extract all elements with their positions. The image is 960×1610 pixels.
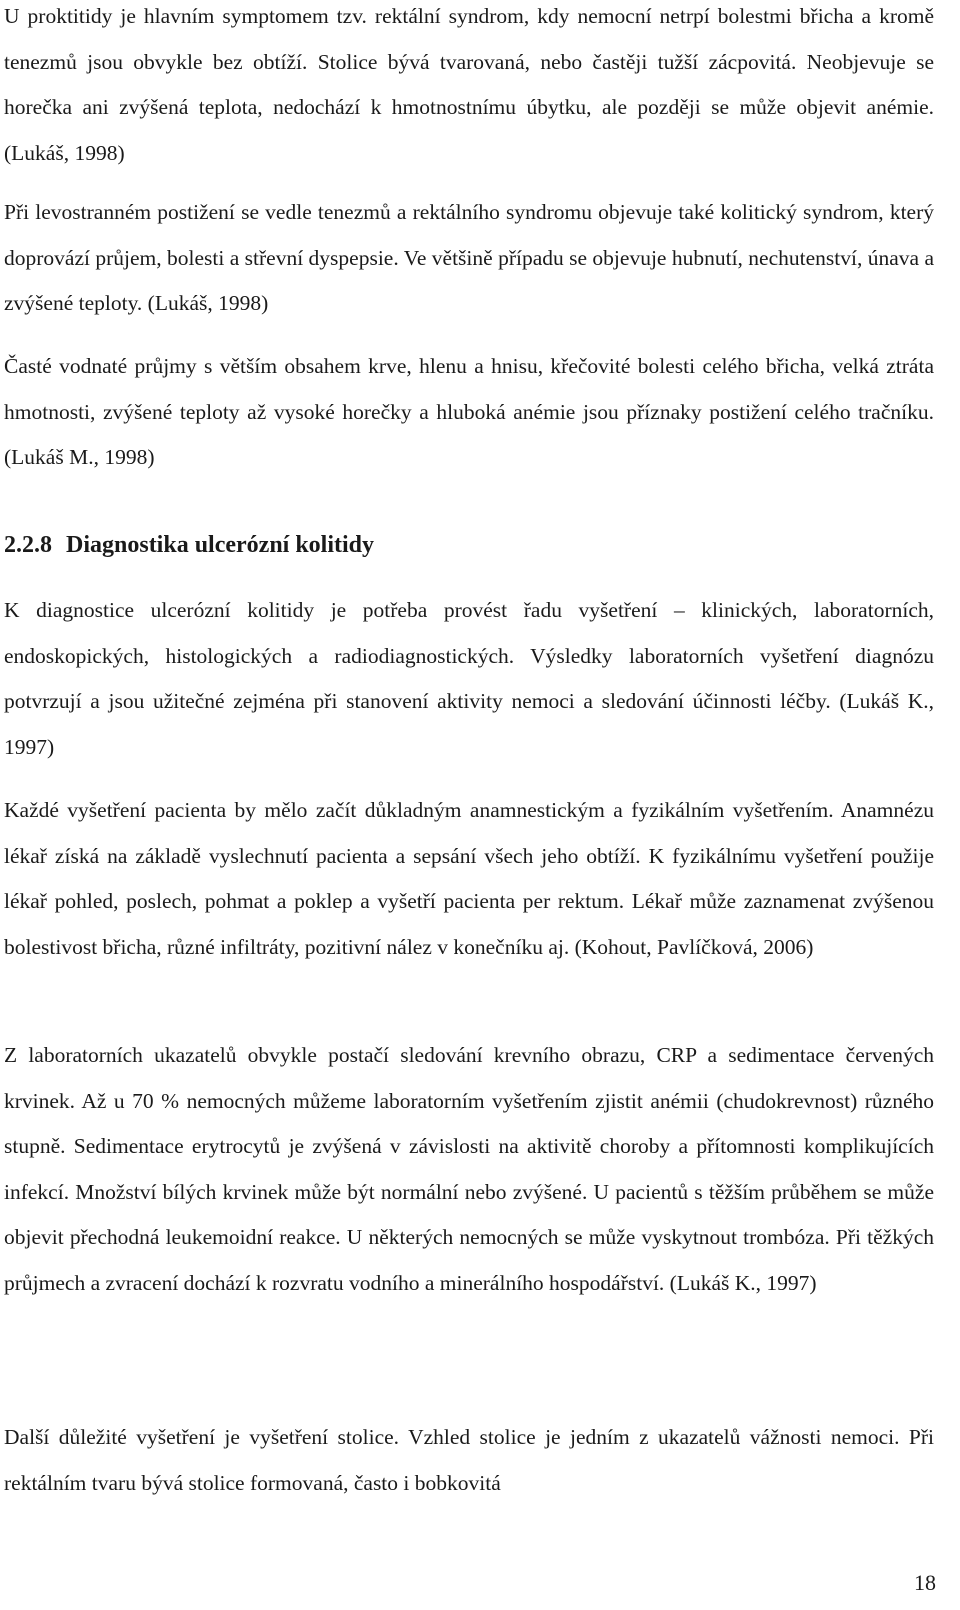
paragraph-pancolitis: Časté vodnaté průjmy s větším obsahem krve, hlenu a hnisu, křečovité bolesti celého břicha, velká ztráta hmotnosti, zvýšené teploty až vysoké horečky a hluboká anémie jsou příznaky postižení celého tračníku. (Lukáš M., 1998) [4, 354, 934, 469]
paragraph-proctitis: U proktitidy je hlavním symptomem tzv. rektální syndrom, kdy nemocní netrpí bolestmi břicha a kromě tenezmů jsou obvykle bez obtíží. Stolice bývá tvarovaná, nebo častěji tužší zácpovitá. Neobjevuje se horečka ani zvýšená teplota, nedochází k hmotnostnímu úbytku, ale později se může objevit anémie. (Lukáš, 1998) [4, 4, 934, 165]
paragraph-lab-markers: Z laboratorních ukazatelů obvykle postačí sledování krevního obrazu, CRP a sedimentace červených krvinek. Až u 70 % nemocných můžeme laboratorním vyšetřením zjistit anémii (chudokrevnost) různého stupně. Sedimentace erytrocytů je zvýšená v závislosti na aktivitě choroby a přítomnosti komplikujících infekcí. Množství bílých krvinek může být normální nebo zvýšené. U pacientů s těžším průběhem se může objevit přechodná leukemoidní reakce. U některých nemocných se může vyskytnout trombóza. Při těžkých průjmech a zvracení dochází k rozvratu vodního a minerálního hospodářství. (Lukáš K., 1997) [4, 1043, 934, 1295]
section-title: Diagnostika ulcerózní kolitidy [66, 532, 375, 558]
section-number: 2.2.8 [4, 532, 52, 558]
section-heading [4, 522, 934, 568]
paragraph-physical-exam: Každé vyšetření pacienta by mělo začít důkladným anamnestickým a fyzikálním vyšetřením. Anamnézu lékař získá na základě vyslechnutí pacienta a sepsání všech jeho obtíží. K fyzikálnímu vyšetření použije lékař pohled, poslech, pohmat a poklep a vyšetří pacienta per rektum. Lékař může zaznamenat zvýšenou bolestivost břicha, různé infiltráty, pozitivní nález v konečníku aj. (Kohout, Pavlíčková, 2006) [4, 798, 934, 959]
paragraph-diagnostics-intro: K diagnostice ulcerózní kolitidy je potřeba provést řadu vyšetření – klinických, laboratorních, endoskopických, histologických a radiodiagnostických. Výsledky laboratorních vyšetření diagnózu potvrzují a jsou užitečné zejména při stanovení aktivity nemoci a sledování účinnosti léčby. (Lukáš K., 1997) [4, 598, 934, 759]
paragraph-stool-exam: Další důležité vyšetření je vyšetření stolice. Vzhled stolice je jedním z ukazatelů vážnosti nemoci. Při rektálním tvaru bývá stolice formovaná, často i bobkovitá [4, 1425, 934, 1495]
page-number: 18 [914, 1570, 936, 1595]
paragraph-left-sided: Při levostranném postižení se vedle tenezmů a rektálního syndromu objevuje také kolitický syndrom, který doprovází průjem, bolesti a střevní dyspepsie. Ve většině případu se objevuje hubnutí, nechutenství, únava a zvýšené teploty. (Lukáš, 1998) [4, 200, 934, 315]
